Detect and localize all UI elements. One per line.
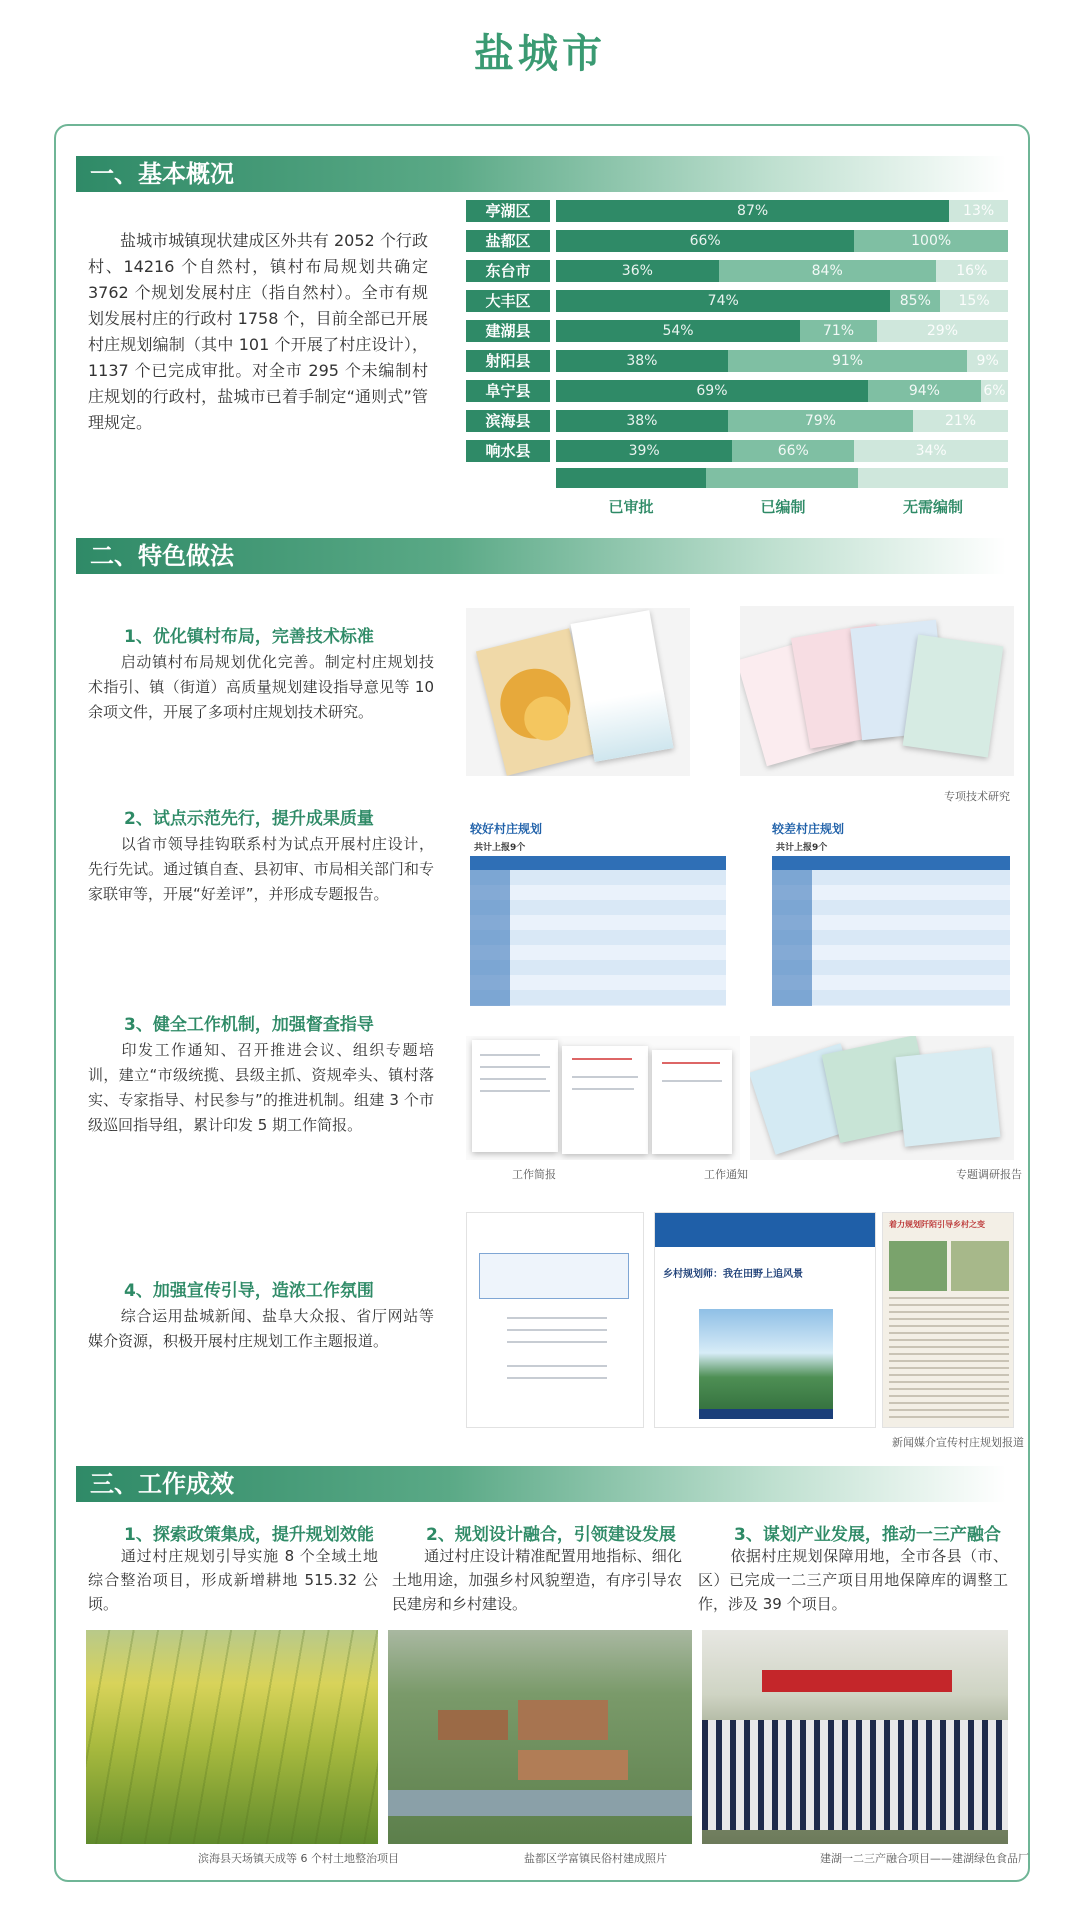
legend-swatch-not-needed [858, 468, 1008, 488]
result-1-title: 1、探索政策集成，提升规划效能 [124, 1525, 374, 1545]
chart-bar-track [556, 200, 1008, 222]
chart-row [460, 230, 1008, 252]
chart-row [460, 410, 1008, 432]
caption-ceremony: 建湖一二三产融合项目——建湖绿色食品厂 [820, 1852, 1029, 1865]
bar-compiled: 66% [732, 440, 854, 462]
legend-swatch-approved [556, 468, 706, 488]
section-header-results: 三、工作成效 [76, 1466, 1006, 1502]
newspaper-image [882, 1212, 1014, 1428]
caption-survey-report: 专题调研报告 [956, 1168, 1022, 1181]
legend-label-approved: 已审批 [608, 498, 654, 516]
website-article-image [466, 1212, 644, 1428]
practice-3-title: 3、健全工作机制，加强督查指导 [124, 1015, 374, 1035]
bar-not-needed: 13% [949, 200, 1008, 222]
bar-not-needed: 6% [981, 380, 1008, 402]
chart-category-label: 亭湖区 [466, 200, 550, 222]
bar-approved: 38% [556, 350, 728, 372]
overview-paragraph: 盐城市城镇现状建成区外共有 2052 个行政村、14216 个自然村，镇村布局规划共确定 3762 个规划发展村庄（指自然村）。全市有规划发展村庄的行政村 1758 个，目前全部已开展村庄规划编制（其中 101 个开展了村庄设计），1137 个已完成审批。对全市 295 个未编制村庄规划的行政村，盐城市已着手制定“通则式”管理规定。 [88, 231, 428, 432]
chart-row [460, 320, 1008, 342]
research-reports-image [740, 606, 1014, 776]
chart-row [460, 440, 1008, 462]
legend-label-not-needed: 无需编制 [902, 498, 963, 516]
bar-compiled: 71% [800, 320, 877, 342]
chart-bar-track [556, 320, 1008, 342]
farmland-photo [86, 1630, 378, 1844]
poor-plans-title: 较差村庄规划 [772, 822, 845, 836]
bar-approved: 69% [556, 380, 868, 402]
practice-4-text: 综合运用盐城新闻、盐阜大众报、省厅网站等媒介资源，积极开展村庄规划工作主题报道。 [88, 1307, 434, 1350]
good-plans-title: 较好村庄规划 [470, 822, 543, 836]
village-planning-chart [460, 200, 1008, 520]
chart-category-label: 射阳县 [466, 350, 550, 372]
result-3-title: 3、谋划产业发展，推动一三产融合 [734, 1525, 1001, 1545]
legend-swatch-compiled [706, 468, 858, 488]
bar-not-needed: 16% [936, 260, 1008, 282]
practice-3-text: 印发工作通知、召开推进会议、组织专题培训，建立“市级统揽、县级主抓、资规牵头、镇村落实、专家指导、村民参与”的推进机制。组建 3 个市级巡回指导组，累计印发 5 期工作简报。 [88, 1041, 434, 1134]
bar-compiled: 91% [728, 350, 968, 372]
bar-not-needed: 34% [854, 440, 1008, 462]
bar-approved: 74% [556, 290, 890, 312]
ceremony-photo [702, 1630, 1008, 1844]
chart-category-label: 建湖县 [466, 320, 550, 342]
chart-row [460, 260, 1008, 282]
bar-approved: 87% [556, 200, 949, 222]
practice-2-title: 2、试点示范先行，提升成果质量 [124, 809, 374, 829]
caption-farmland: 滨海县天场镇天成等 6 个村土地整治项目 [198, 1852, 399, 1865]
chart-bar-track [556, 230, 1008, 252]
caption-village: 盐都区学富镇民俗村建成照片 [524, 1852, 667, 1865]
chart-category-label: 盐都区 [466, 230, 550, 252]
legend-bar [556, 468, 1008, 488]
newspaper-headline: 着力规划阡陌引导乡村之变 [889, 1220, 985, 1229]
result-2-text: 通过村庄设计精准配置用地指标、细化土地用途，加强乡村风貌塑造，有序引导农民建房和乡村建设。 [392, 1547, 682, 1613]
chart-bar-track [556, 290, 1008, 312]
caption-work-notice: 工作通知 [704, 1168, 748, 1181]
result-3-text: 依据村庄规划保障用地，全市各县（市、区）已完成一二三产项目用地保障库的调整工作，涉及 39 个项目。 [698, 1547, 1008, 1613]
research-books-image [466, 608, 690, 776]
result-2-title: 2、规划设计融合，引领建设发展 [426, 1525, 676, 1545]
chart-bar-track [556, 440, 1008, 462]
bar-compiled: 85% [890, 290, 940, 312]
bar-not-needed: 9% [967, 350, 1008, 372]
bar-compiled: 79% [728, 410, 913, 432]
legend-label-compiled: 已编制 [760, 498, 806, 516]
chart-row [460, 200, 1008, 222]
chart-bar-track [556, 380, 1008, 402]
chart-category-label: 滨海县 [466, 410, 550, 432]
result-1-text: 通过村庄规划引导实施 8 个全域土地综合整治项目，形成新增耕地 515.32 公顷。 [88, 1547, 378, 1613]
chart-row [460, 380, 1008, 402]
chart-category-label: 阜宁县 [466, 380, 550, 402]
section-header-practices: 二、特色做法 [76, 538, 1006, 574]
chart-row [460, 290, 1008, 312]
section-header-overview: 一、基本概况 [76, 156, 1006, 192]
bar-approved: 54% [556, 320, 800, 342]
chart-bar-track [556, 260, 1008, 282]
bar-not-needed: 29% [877, 320, 1008, 342]
chart-row [460, 350, 1008, 372]
caption-media: 新闻媒介宣传村庄规划报道 [892, 1436, 1024, 1449]
practice-1-title: 1、优化镇村布局，完善技术标准 [124, 627, 374, 647]
bar-compiled: 94% [868, 380, 981, 402]
news-site-image [654, 1212, 876, 1428]
village-photo [388, 1630, 692, 1844]
poor-plans-table [768, 820, 1014, 1010]
practice-1-text: 启动镇村布局规划优化完善。制定村庄规划技术指引、镇（街道）高质量规划建设指导意见等 10 余项文件，开展了多项村庄规划技术研究。 [88, 653, 434, 721]
bar-not-needed: 15% [940, 290, 1008, 312]
practice-2-text: 以省市领导挂钩联系村为试点开展村庄设计，先行先试。通过镇自查、县初审、市局相关部门和专家联审等，开展“好差评”，并形成专题报告。 [88, 835, 434, 903]
chart-bar-track [556, 410, 1008, 432]
bar-compiled: 100% [854, 230, 1008, 252]
work-documents-image [466, 1036, 740, 1160]
bar-not-needed: 21% [913, 410, 1008, 432]
survey-reports-image [750, 1036, 1014, 1160]
good-plans-subtitle: 共计上报9个 [474, 843, 526, 853]
chart-category-label: 东台市 [466, 260, 550, 282]
chart-category-label: 响水县 [466, 440, 550, 462]
caption-research: 专项技术研究 [944, 790, 1010, 803]
poor-plans-subtitle: 共计上报9个 [776, 843, 828, 853]
chart-bar-track [556, 350, 1008, 372]
practice-4-title: 4、加强宣传引导，造浓工作氛围 [124, 1281, 374, 1301]
bar-approved: 38% [556, 410, 728, 432]
good-plans-table [466, 820, 730, 1010]
bar-approved: 66% [556, 230, 854, 252]
bar-approved: 39% [556, 440, 732, 462]
news-headline: 乡村规划师：我在田野上追风景 [663, 1269, 803, 1280]
bar-compiled: 84% [719, 260, 936, 282]
caption-work-briefing: 工作简报 [512, 1168, 556, 1181]
page-title: 盐城市 [474, 31, 606, 77]
chart-category-label: 大丰区 [466, 290, 550, 312]
bar-approved: 36% [556, 260, 719, 282]
